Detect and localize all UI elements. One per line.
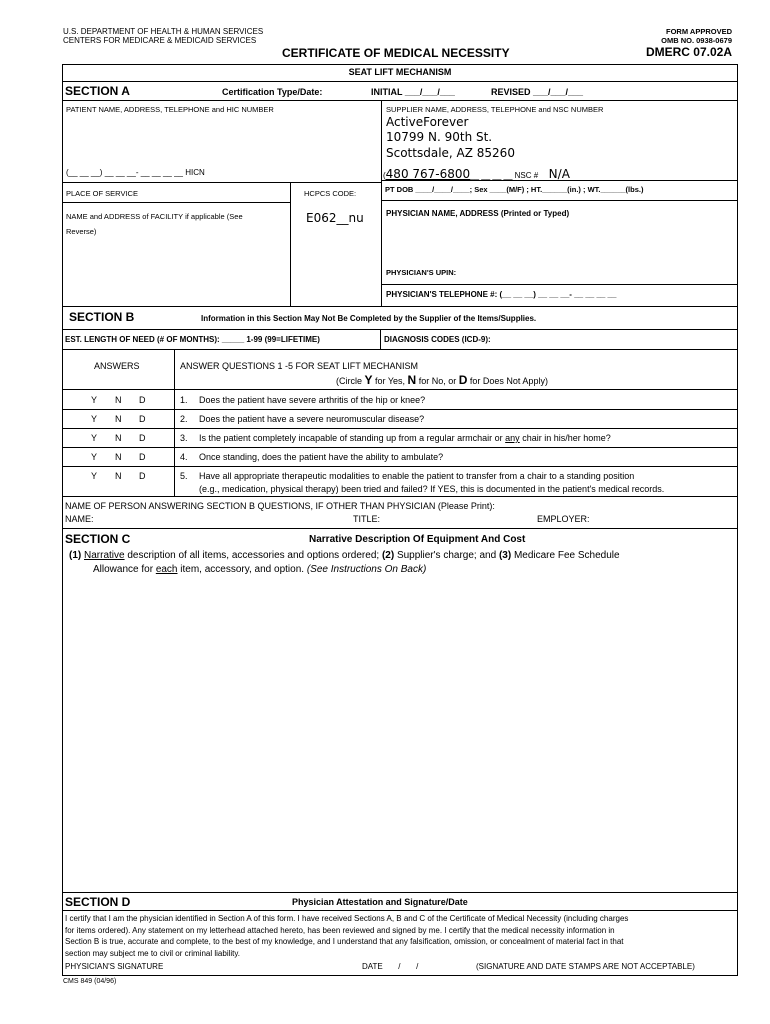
form-approved: FORM APPROVED: [666, 27, 732, 36]
circle-y: Y: [364, 373, 373, 387]
narrative-area[interactable]: [64, 580, 736, 890]
narrative-n3: (3): [498, 550, 512, 561]
narrative-c: Medicare Fee Schedule: [511, 550, 620, 561]
form-subtitle: SEAT LIFT MECHANISM: [348, 67, 452, 77]
answer-n-4[interactable]: N: [115, 452, 122, 462]
place-of-service-label: PLACE OF SERVICE: [66, 189, 138, 198]
answer-y-5[interactable]: Y: [91, 471, 98, 481]
answer-n-5[interactable]: N: [115, 471, 122, 481]
question-text-5: Have all appropriate therapeutic modalities to enable the patient to transfer from a chair to a standing position: [199, 471, 635, 481]
narrative-rest: description of all items, accessories and options ordered;: [124, 550, 382, 561]
narrative-line-2: [93, 564, 426, 575]
patient-label: PATIENT NAME, ADDRESS, TELEPHONE and HIC NUMBER: [66, 105, 274, 114]
supplier-street: 10799 N. 90th St.: [386, 130, 493, 144]
length-of-need[interactable]: EST. LENGTH OF NEED (# OF MONTHS): _____ 1-99 (99=LIFETIME): [65, 335, 320, 344]
signature-date-field[interactable]: DATE / /: [362, 962, 419, 971]
narrative-line-1: [69, 550, 620, 561]
question-num-1: 1.: [180, 395, 188, 405]
title-field[interactable]: TITLE:: [353, 514, 381, 524]
narrative-2-mid: item, accessory, and option.: [177, 564, 307, 575]
circle-mid1: for Yes,: [372, 376, 408, 386]
circle-d: D: [458, 373, 468, 387]
answer-d-4[interactable]: D: [139, 452, 146, 462]
question-num-5: 5.: [180, 471, 188, 481]
section-d-header: SECTION D: [65, 895, 131, 909]
q3-pre: Is the patient completely incapable of standing up from a regular armchair or: [199, 433, 506, 443]
form-code: DMERC 07.02A: [645, 45, 732, 59]
employer-field[interactable]: EMPLOYER:: [537, 514, 590, 524]
narrative-2-pre: Allowance for: [93, 564, 156, 575]
q3-any: any: [505, 433, 520, 443]
question-num-4: 4.: [180, 452, 188, 462]
supplier-name: ActiveForever: [386, 115, 469, 129]
answers-header: ANSWERS: [94, 361, 140, 371]
section-c-title: Narrative Description Of Equipment And Cost: [309, 534, 526, 545]
name-person-label: NAME OF PERSON ANSWERING SECTION B QUESTIONS, IF OTHER THAN PHYSICIAN (Please Print):: [65, 501, 495, 511]
question-text-2: Does the patient have a severe neuromuscular disease?: [199, 414, 425, 424]
section-b-info: Information in this Section May Not Be Completed by the Supplier of the Items/Supplies.: [201, 314, 537, 323]
section-b-header: SECTION B: [69, 310, 135, 324]
answer-d-5[interactable]: D: [139, 471, 146, 481]
answer-d-2[interactable]: D: [139, 414, 146, 424]
answer-d-3[interactable]: D: [139, 433, 146, 443]
attestation-text: [65, 913, 735, 959]
cert-type-label: Certification Type/Date:: [222, 87, 323, 97]
section-c-header: SECTION C: [65, 532, 131, 546]
attest-2: for items ordered). Any statement on my letterhead attached hereto, has been reviewed and signed by me. I certify that the medical necessity information in: [65, 925, 615, 935]
narrative-b: Supplier's charge; and: [394, 550, 499, 561]
nsc-number: N/A: [548, 167, 570, 181]
answer-d-1[interactable]: D: [139, 395, 146, 405]
omb-number: OMB NO. 0938-0679: [661, 36, 732, 45]
answer-y-3[interactable]: Y: [91, 433, 98, 443]
supplier-phone-suffix: __ __ __ __ NSC #: [470, 171, 539, 180]
agency-line-1: U.S. DEPARTMENT OF HEALTH & HUMAN SERVICES: [63, 27, 264, 36]
physician-signature-field[interactable]: PHYSICIAN'S SIGNATURE: [65, 962, 164, 971]
physician-label: PHYSICIAN NAME, ADDRESS (Printed or Typed): [386, 209, 570, 218]
diagnosis-codes[interactable]: DIAGNOSIS CODES (ICD-9):: [384, 335, 491, 344]
name-field[interactable]: NAME:: [65, 514, 94, 524]
narrative-n1: (1): [69, 550, 84, 561]
hcpcs-label: HCPCS CODE:: [304, 189, 357, 198]
facility-label: [66, 209, 243, 239]
question-text-4: Once standing, does the patient have the ability to ambulate?: [199, 452, 444, 462]
q3-post: chair in his/her home?: [519, 433, 611, 443]
agency-line-2: CENTERS FOR MEDICARE & MEDICAID SERVICES: [63, 36, 257, 45]
facility-label-2: Reverse): [66, 227, 97, 236]
agency-header: [63, 27, 263, 45]
narrative-n2: (2): [381, 550, 395, 561]
narrative-each: each: [155, 564, 178, 575]
supplier-phone: 480 767-6800: [385, 167, 471, 181]
narrative-instructions: (See Instructions On Back): [306, 564, 427, 575]
supplier-phone-prefix: (: [383, 171, 386, 180]
physician-upin[interactable]: PHYSICIAN'S UPIN:: [386, 268, 457, 277]
question-num-3: 3.: [180, 433, 188, 443]
form-approval: [661, 27, 732, 45]
question-num-2: 2.: [180, 414, 188, 424]
question-text-3: [199, 433, 611, 443]
revised-date-field[interactable]: REVISED ___/___/___: [491, 87, 584, 97]
attest-3: Section B is true, accurate and complete, to the best of my knowledge, and I understand that any falsification, omission, or concealment of material fact in that: [65, 937, 624, 946]
initial-date-field[interactable]: INITIAL ___/___/___: [371, 87, 455, 97]
form-title: CERTIFICATE OF MEDICAL NECESSITY: [282, 46, 510, 60]
hcpcs-value[interactable]: E062__nu: [306, 211, 364, 225]
answer-y-4[interactable]: Y: [91, 452, 98, 462]
answer-n-3[interactable]: N: [115, 433, 122, 443]
physician-phone[interactable]: PHYSICIAN'S TELEPHONE #: (__ __ __) __ __ __- __ __ __ __: [386, 290, 617, 299]
question-text-1: Does the patient have severe arthritis of the hip or knee?: [199, 395, 426, 405]
circle-post: for Does Not Apply): [467, 376, 548, 386]
section-a-header: SECTION A: [65, 84, 130, 98]
patient-demographics[interactable]: PT DOB ____/____/____; Sex ____(M/F) ; HT.______(in.) ; WT.______(lbs.): [385, 185, 644, 194]
question-text-5b: (e.g., medication, physical therapy) been tried and failed? If YES, this is documented in the patient's medical records.: [199, 484, 665, 494]
circle-pre: (Circle: [336, 376, 365, 386]
patient-phone-hicn[interactable]: (__ __ __) __ __ __- __ __ __ __ HICN: [66, 168, 205, 177]
attest-1: I certify that I am the physician identified in Section A of this form. I have received Sections A, B and C of the Certificate of Medical Necessity (including charges: [65, 914, 629, 923]
circle-instructions: [336, 373, 548, 387]
section-d-title: Physician Attestation and Signature/Date: [292, 897, 468, 907]
facility-label-1: NAME and ADDRESS of FACILITY if applicable (See: [66, 212, 243, 221]
circle-mid2: for No, or: [416, 376, 459, 386]
answer-n-1[interactable]: N: [115, 395, 122, 405]
circle-n: N: [407, 373, 417, 387]
questions-header: ANSWER QUESTIONS 1 -5 FOR SEAT LIFT MECHANISM: [180, 361, 419, 371]
answer-y-1[interactable]: Y: [91, 395, 98, 405]
stamps-note: (SIGNATURE AND DATE STAMPS ARE NOT ACCEPTABLE): [476, 962, 695, 971]
cms-footer: CMS 849 (04/96): [63, 978, 117, 985]
answer-y-2[interactable]: Y: [91, 414, 98, 424]
answer-n-2[interactable]: N: [115, 414, 122, 424]
attest-4: section may subject me to civil or criminal liability.: [65, 948, 241, 958]
narrative-underlined: Narrative: [84, 550, 125, 561]
supplier-city: Scottsdale, AZ 85260: [386, 146, 515, 160]
supplier-label: SUPPLIER NAME, ADDRESS, TELEPHONE and NSC NUMBER: [386, 105, 604, 114]
